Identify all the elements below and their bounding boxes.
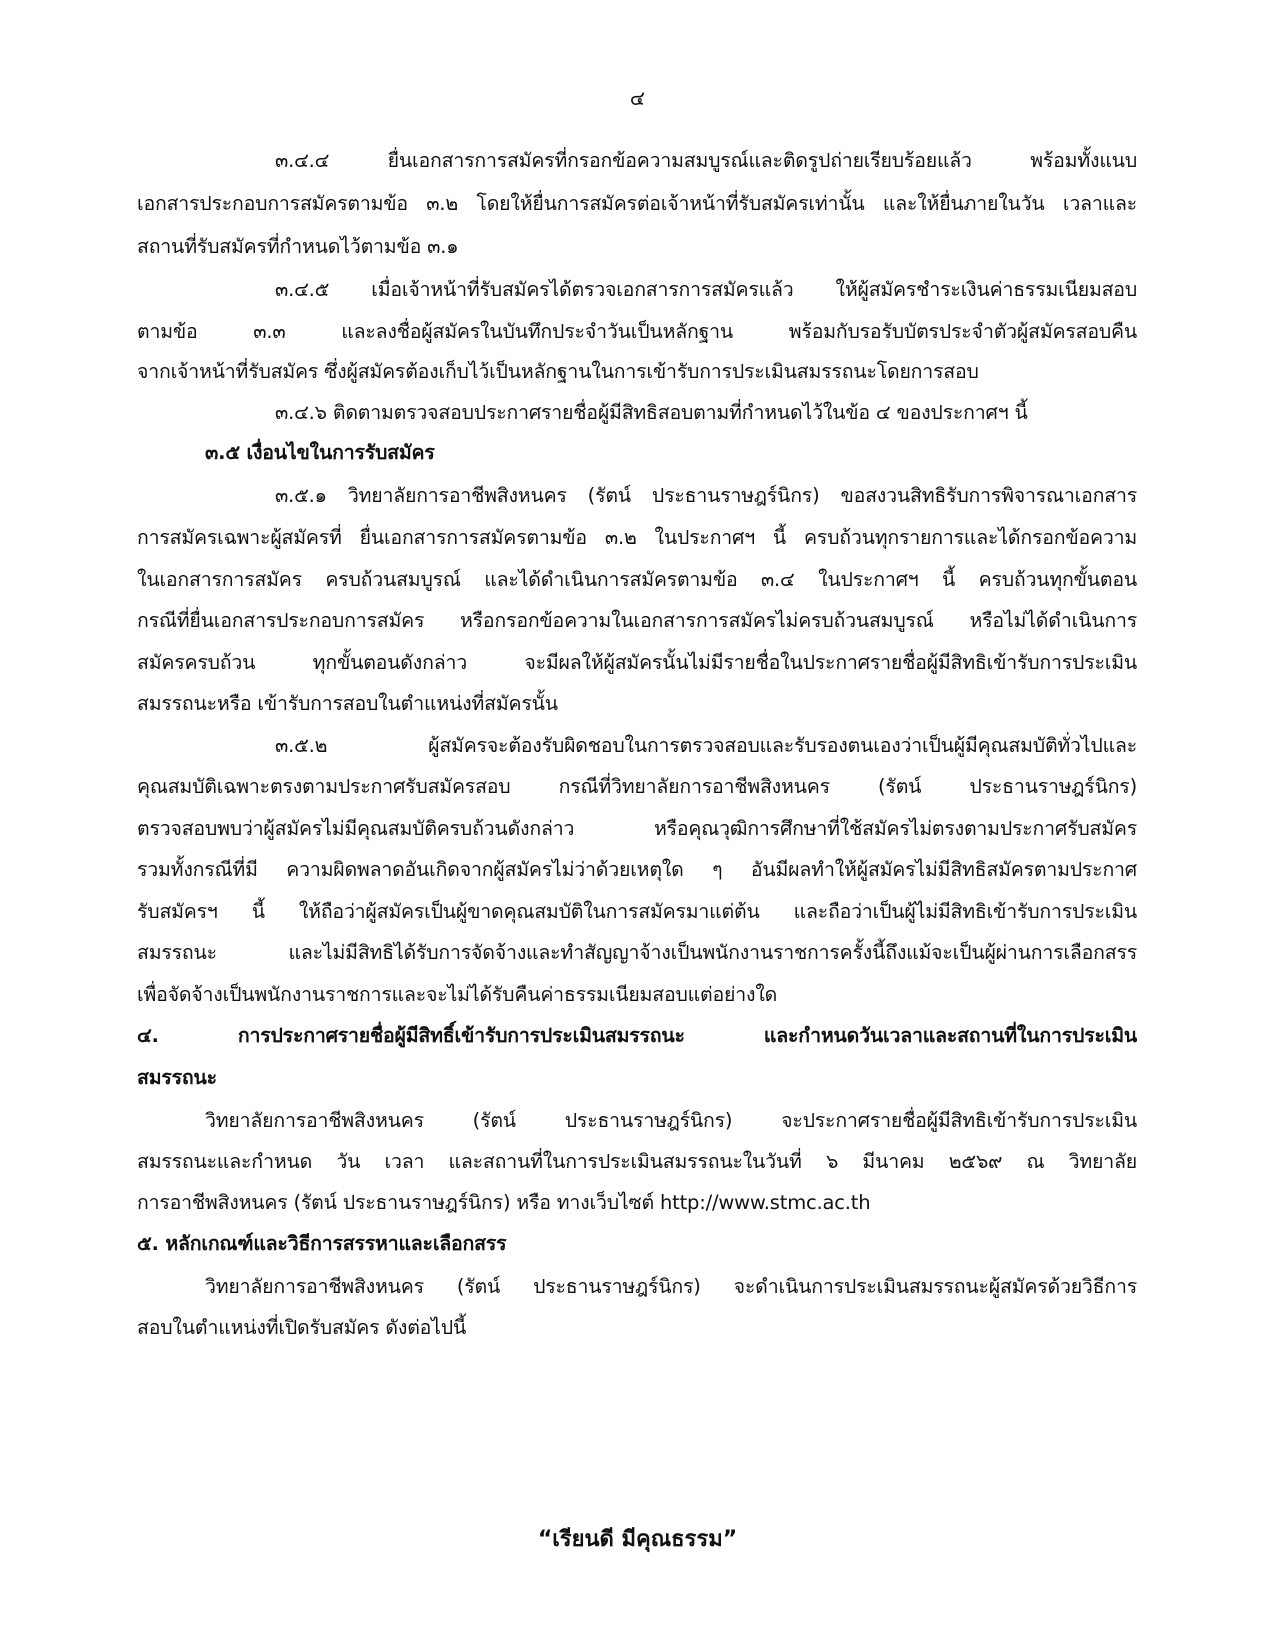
item-3-5-2-line-2: คุณสมบัติเฉพาะตรงตามประกาศรับสมัครสอบ กรณีที่วิทยาลัยการอาชีพสิงหนคร (รัตน์ ประธานราษฎร์นิกร) [137, 775, 1137, 798]
item-3-4-5-line-1: ๓.๔.๕ เมื่อเจ้าหน้าที่รับสมัครได้ตรวจเอกสารการสมัครแล้ว ให้ผู้สมัครชำระเงินค่าธรรมเนียมสอบ [275, 278, 1137, 301]
section-4-body-line-2: สมรรถนะและกำหนด วัน เวลา และสถานที่ในการประเมินสมรรถนะในวันที่ ๖ มีนาคม ๒๕๖๙ ณ วิทยาลัย [137, 1150, 1137, 1173]
item-3-5-1-line-5: สมัครครบถ้วน ทุกขั้นตอนดังกล่าว จะมีผลให้ผู้สมัครนั้นไม่มีรายชื่อในประกาศรายชื่อผู้มีสิทธิเข้ารับการประเมิน [137, 651, 1137, 674]
item-3-4-5-line-3: จากเจ้าหน้าที่รับสมัคร ซึ่งผู้สมัครต้องเก็บไว้เป็นหลักฐานในการเข้ารับการประเมินสมรรถนะโดยการสอบ [137, 360, 979, 383]
footer-motto: “เรียนดี มีคุณธรรม” [537, 1527, 738, 1552]
item-3-4-6-line-1: ๓.๔.๖ ติดตามตรวจสอบประกาศรายชื่อผู้มีสิทธิสอบตามที่กำหนดไว้ในข้อ ๔ ของประกาศฯ นี้ [275, 401, 1028, 424]
item-3-5-2-line-1: ๓.๕.๒ ผู้สมัครจะต้องรับผิดชอบในการตรวจสอบและรับรองตนเองว่าเป็นผู้มีคุณสมบัติทั่วไปและ [275, 734, 1137, 757]
item-3-4-4-line-1: ๓.๔.๔ ยื่นเอกสารการสมัครที่กรอกข้อความสมบูรณ์และติดรูปถ่ายเรียบร้อยแล้ว พร้อมทั้งแนบ [275, 149, 1137, 172]
item-3-5-1-line-4: กรณีที่ยื่นเอกสารประกอบการสมัคร หรือกรอกข้อความในเอกสารการสมัครไม่ครบถ้วนสมบูรณ์ หรือไม่ได้ดำเนินการ [137, 609, 1137, 632]
section-5-body-line-1: วิทยาลัยการอาชีพสิงหนคร (รัตน์ ประธานราษฎร์นิกร) จะดำเนินการประเมินสมรรถนะผู้สมัครด้วยวิธีการ [205, 1275, 1137, 1298]
item-3-4-4-line-2: เอกสารประกอบการสมัครตามข้อ ๓.๒ โดยให้ยื่นการสมัครต่อเจ้าหน้าที่รับสมัครเท่านั้น และให้ยื่นภายในวัน เวลาและ [137, 192, 1137, 215]
section-4-body-line-1: วิทยาลัยการอาชีพสิงหนคร (รัตน์ ประธานราษฎร์นิกร) จะประกาศรายชื่อผู้มีสิทธิเข้ารับการประเมิน [205, 1109, 1137, 1132]
section-4-body-line-3: การอาชีพสิงหนคร (รัตน์ ประธานราษฎร์นิกร) หรือ ทางเว็บไซต์ http://www.stmc.ac.th [137, 1191, 871, 1214]
item-3-4-5-line-2: ตามข้อ ๓.๓ และลงชื่อผู้สมัครในบันทึกประจำวันเป็นหลักฐาน พร้อมกับรอรับบัตรประจำตัวผู้สมัครสอบคืน [137, 320, 1137, 343]
item-3-4-4-line-3: สถานที่รับสมัครที่กำหนดไว้ตามข้อ ๓.๑ [137, 235, 459, 258]
page-number: ๔ [629, 86, 646, 110]
item-3-5-2-line-4: รวมทั้งกรณีที่มี ความผิดพลาดอันเกิดจากผู้สมัครไม่ว่าด้วยเหตุใด ๆ อันมีผลทำให้ผู้สมัครไม่มีสิทธิสมัครตามประกาศ [137, 858, 1137, 881]
item-3-5-1-line-6: สมรรถนะหรือ เข้ารับการสอบในตำแหน่งที่สมัครนั้น [137, 692, 558, 715]
item-3-5-1-line-2: การสมัครเฉพาะผู้สมัครที่ ยื่นเอกสารการสมัครตามข้อ ๓.๒ ในประกาศฯ นี้ ครบถ้วนทุกรายการและได้กรอกข้อความ [137, 526, 1137, 549]
section-4-heading-line-2: สมรรถนะ [137, 1066, 217, 1089]
section-5-body-line-2: สอบในตำแหน่งที่เปิดรับสมัคร ดังต่อไปนี้ [137, 1316, 467, 1339]
section-4-heading-line-1: ๔. การประกาศรายชื่อผู้มีสิทธิ์เข้ารับการประเมินสมรรถนะ และกำหนดวันเวลาและสถานที่ในการประเมิน [137, 1024, 1137, 1047]
item-3-5-2-line-5: รับสมัครฯ นี้ ให้ถือว่าผู้สมัครเป็นผู้ขาดคุณสมบัติในการสมัครมาแต่ต้น และถือว่าเป็นผู้ไม่มีสิทธิเข้ารับการประเมิน [137, 900, 1137, 923]
section-3-5-heading: ๓.๕ เงื่อนไขในการรับสมัคร [205, 441, 435, 464]
item-3-5-2-line-6: สมรรถนะ และไม่มีสิทธิได้รับการจัดจ้างและทำสัญญาจ้างเป็นพนักงานราชการครั้งนี้ถึงแม้จะเป็นผู้ผ่านการเลือกสรร [137, 941, 1137, 964]
item-3-5-1-line-3: ในเอกสารการสมัคร ครบถ้วนสมบูรณ์ และได้ดำเนินการสมัครตามข้อ ๓.๔ ในประกาศฯ นี้ ครบถ้วนทุกขั้นตอน [137, 568, 1137, 591]
item-3-5-2-line-3: ตรวจสอบพบว่าผู้สมัครไม่มีคุณสมบัติครบถ้วนดังกล่าว หรือคุณวุฒิการศึกษาที่ใช้สมัครไม่ตรงตามประกาศรับสมัคร [137, 817, 1137, 840]
item-3-5-2-line-7: เพื่อจัดจ้างเป็นพนักงานราชการและจะไม่ได้รับคืนค่าธรรมเนียมสอบแต่อย่างใด [137, 983, 778, 1006]
item-3-5-1-line-1: ๓.๕.๑ วิทยาลัยการอาชีพสิงหนคร (รัตน์ ประธานราษฎร์นิกร) ขอสงวนสิทธิรับการพิจารณาเอกสาร [275, 484, 1137, 507]
section-5-heading: ๕. หลักเกณฑ์และวิธีการสรรหาและเลือกสรร [137, 1232, 507, 1255]
